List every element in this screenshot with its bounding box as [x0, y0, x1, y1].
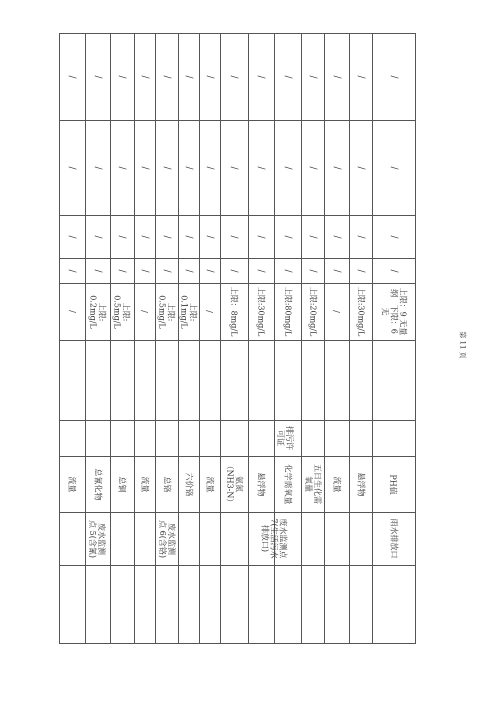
cell-c3	[199, 215, 220, 258]
cell-c5	[155, 33, 178, 120]
cell-c4	[110, 120, 134, 215]
cell-pollutant	[199, 456, 220, 512]
cell-pollutant	[248, 456, 274, 512]
cell-c5-text: /	[228, 74, 239, 79]
cell-c2-text: /	[116, 268, 127, 273]
cell-c4-text: /	[255, 165, 266, 170]
cell-limit-text: 上限:30mg/L	[256, 286, 266, 337]
cell-c4	[155, 120, 178, 215]
cell-c4-text: /	[282, 165, 293, 170]
cell-c5-text: /	[307, 74, 318, 79]
cell-c4	[59, 120, 85, 215]
cell-c5	[349, 33, 372, 120]
cell-c4	[199, 120, 220, 215]
cell-c4	[134, 120, 155, 215]
group-point7	[199, 512, 349, 565]
cell-limit	[248, 283, 274, 340]
cell-c5	[134, 33, 155, 120]
cell-pollutant	[134, 456, 155, 512]
permit-label	[220, 420, 349, 456]
cell-c2-text: /	[139, 268, 150, 273]
cell-c2-text: /	[331, 268, 342, 273]
cell-c2-text: /	[388, 268, 399, 273]
cell-c2-text: /	[183, 268, 194, 273]
cell-c5-text: /	[116, 74, 127, 79]
cell-c2-text: /	[355, 268, 366, 273]
cell-point-rain-text: 雨水排放口	[389, 518, 398, 559]
cell-pollutant-text: 悬浮物	[356, 472, 365, 496]
cell-limit-text: 上限: 0.5mg/L	[157, 294, 176, 329]
cell-c4-text: /	[331, 165, 342, 170]
cell-pollutant	[59, 456, 85, 512]
cell-c2-text: /	[92, 268, 103, 273]
cell-c2-text: /	[307, 268, 318, 273]
cell-pollutant	[85, 456, 110, 512]
cell-c3	[349, 215, 372, 258]
cell-c2	[199, 258, 220, 283]
cell-pollutant-text: 流量	[67, 476, 77, 492]
cell-c4-text: /	[161, 165, 172, 170]
cell-limit-text: /	[67, 310, 77, 313]
group-point5	[59, 512, 134, 565]
cell-c3	[134, 215, 155, 258]
cell-pollutant-text: PH值	[388, 473, 398, 495]
cell-c4	[301, 120, 324, 215]
group-point5-text: 废水监测 点 5(含氰)	[87, 519, 106, 558]
cell-pollutant	[110, 456, 134, 512]
cell-c3-text: /	[282, 234, 293, 239]
column-divider	[59, 643, 416, 644]
cell-c3-text: /	[66, 234, 77, 239]
cell-c5	[178, 33, 199, 120]
cell-pollutant	[372, 456, 415, 512]
cell-c5-text: /	[331, 74, 342, 79]
cell-pollutant-text: 流量	[140, 476, 149, 492]
cell-c2	[324, 258, 349, 283]
cell-c2-text: /	[66, 268, 77, 273]
cell-c3-text: /	[388, 234, 399, 239]
cell-c2	[134, 258, 155, 283]
cell-c5	[248, 33, 274, 120]
cell-point-rain	[372, 512, 415, 565]
cell-c4	[349, 120, 372, 215]
cell-pollutant-text: 流量	[205, 476, 214, 492]
cell-pollutant	[301, 456, 324, 512]
cell-c3	[178, 215, 199, 258]
cell-c3-text: /	[255, 234, 266, 239]
cell-pollutant-text: 流量	[332, 476, 341, 492]
cell-c4	[85, 120, 110, 215]
cell-limit	[134, 283, 155, 340]
cell-limit-text: 上限: 0.5mg/L	[113, 294, 131, 329]
cell-c3-text: /	[139, 234, 150, 239]
cell-c2	[110, 258, 134, 283]
cell-c2-text: /	[228, 268, 239, 273]
cell-c3	[301, 215, 324, 258]
cell-c4-text: /	[228, 165, 239, 170]
permit-label-text: 排污许 可证	[275, 426, 294, 450]
cell-c2	[274, 258, 301, 283]
cell-c2	[59, 258, 85, 283]
cell-limit	[59, 283, 85, 340]
cell-limit-text: 上限: 0.1mg/L	[179, 294, 198, 329]
cell-pollutant	[220, 456, 248, 512]
cell-c2	[85, 258, 110, 283]
cell-c3	[155, 215, 178, 258]
cell-c4-text: /	[116, 165, 127, 170]
cell-c4-text: /	[183, 165, 194, 170]
group-point6-text: 废水监测 点 6(含铬)	[157, 519, 176, 558]
cell-c2	[155, 258, 178, 283]
cell-c3-text: /	[161, 234, 172, 239]
cell-c4	[324, 120, 349, 215]
group-point6	[134, 512, 199, 565]
cell-limit	[372, 283, 415, 340]
cell-c4-text: /	[204, 165, 215, 170]
cell-c2	[349, 258, 372, 283]
cell-limit	[301, 283, 324, 340]
cell-c5-text: /	[92, 74, 103, 79]
cell-c2	[248, 258, 274, 283]
cell-limit	[349, 283, 372, 340]
cell-limit	[274, 283, 301, 340]
cell-limit	[199, 283, 220, 340]
cell-limit	[155, 283, 178, 340]
cell-pollutant	[274, 456, 301, 512]
cell-c3	[59, 215, 85, 258]
cell-c4-text: /	[66, 165, 77, 170]
cell-limit-text: 上限:80mg/L	[283, 286, 292, 337]
column-divider	[59, 340, 416, 341]
cell-c4	[372, 120, 415, 215]
cell-c2-text: /	[255, 268, 266, 273]
cell-c3	[110, 215, 134, 258]
cell-c3	[324, 215, 349, 258]
cell-c3	[372, 215, 415, 258]
cell-limit	[324, 283, 349, 340]
cell-c3	[248, 215, 274, 258]
cell-limit-text: 上限：9 无量 纲 下限：6 无	[380, 287, 408, 336]
cell-pollutant-text: 总氰化物	[93, 468, 102, 500]
cell-c4-text: /	[355, 165, 366, 170]
cell-c4-text: /	[139, 165, 150, 170]
cell-limit	[110, 283, 134, 340]
cell-c3	[274, 215, 301, 258]
cell-c4-text: /	[92, 165, 103, 170]
cell-limit-text: 上限: 0.2mg/L	[88, 294, 107, 329]
cell-c3-text: /	[331, 234, 342, 239]
cell-limit-text: /	[139, 310, 149, 313]
cell-c4	[178, 120, 199, 215]
cell-pollutant	[155, 456, 178, 512]
cell-c5-text: /	[282, 74, 293, 79]
cell-c5-text: /	[66, 74, 77, 79]
cell-c5	[199, 33, 220, 120]
cell-c3-text: /	[183, 234, 194, 239]
cell-c5	[274, 33, 301, 120]
cell-c4	[220, 120, 248, 215]
cell-c5	[220, 33, 248, 120]
cell-pollutant	[324, 456, 349, 512]
cell-c2	[301, 258, 324, 283]
cell-c2-text: /	[282, 268, 293, 273]
cell-c5	[372, 33, 415, 120]
cell-limit	[85, 283, 110, 340]
cell-c5-text: /	[183, 74, 194, 79]
cell-c5-text: /	[204, 74, 215, 79]
cell-c5	[85, 33, 110, 120]
cell-limit-text: 上限：8mg/L	[229, 286, 239, 337]
cell-limit	[220, 283, 248, 340]
cell-pollutant-text: 六价铬	[184, 472, 193, 496]
cell-c2-text: /	[204, 268, 215, 273]
cell-pollutant-text: 悬浮物	[256, 472, 266, 496]
column-divider	[59, 565, 416, 566]
cell-pollutant	[178, 456, 199, 512]
cell-pollutant-text: 化学需氧量	[283, 464, 292, 504]
cell-c5-text: /	[139, 74, 150, 79]
cell-c3-text: /	[355, 234, 366, 239]
cell-pollutant-text: 五日生化需 氧量	[303, 464, 322, 504]
row-divider	[415, 33, 416, 643]
cell-pollutant-text: 总铜	[117, 476, 127, 492]
cell-c2	[178, 258, 199, 283]
cell-c5	[59, 33, 85, 120]
cell-limit	[178, 283, 199, 340]
cell-c5	[324, 33, 349, 120]
cell-c5	[301, 33, 324, 120]
cell-pollutant-text: 氨氮 （NH3-N）	[225, 461, 243, 507]
cell-c5-text: /	[255, 74, 266, 79]
cell-c3-text: /	[228, 234, 239, 239]
cell-c3	[220, 215, 248, 258]
cell-c5-text: /	[355, 74, 366, 79]
page-number-text: 第 11 页	[458, 331, 467, 359]
cell-limit-text: /	[204, 310, 214, 313]
cell-limit-text: 上限:30mg/L	[356, 286, 365, 337]
cell-c5-text: /	[388, 74, 399, 79]
cell-limit-text: /	[331, 310, 341, 313]
cell-limit-text: 上限:20mg/L	[308, 286, 317, 337]
group-point7-text: 废水监测点 7(生活污水 排放口)	[260, 518, 288, 559]
cell-c4	[274, 120, 301, 215]
cell-c4	[248, 120, 274, 215]
cell-c4-text: /	[307, 165, 318, 170]
page-number	[448, 330, 478, 360]
cell-c5-text: /	[161, 74, 172, 79]
cell-c3	[85, 215, 110, 258]
cell-c5	[110, 33, 134, 120]
cell-pollutant	[349, 456, 372, 512]
cell-c3-text: /	[307, 234, 318, 239]
cell-c2	[220, 258, 248, 283]
cell-c3-text: /	[204, 234, 215, 239]
cell-c3-text: /	[116, 234, 127, 239]
cell-pollutant-text: 总铬	[162, 476, 171, 492]
cell-c3-text: /	[92, 234, 103, 239]
cell-c4-text: /	[388, 165, 399, 170]
cell-c2	[372, 258, 415, 283]
cell-c2-text: /	[161, 268, 172, 273]
